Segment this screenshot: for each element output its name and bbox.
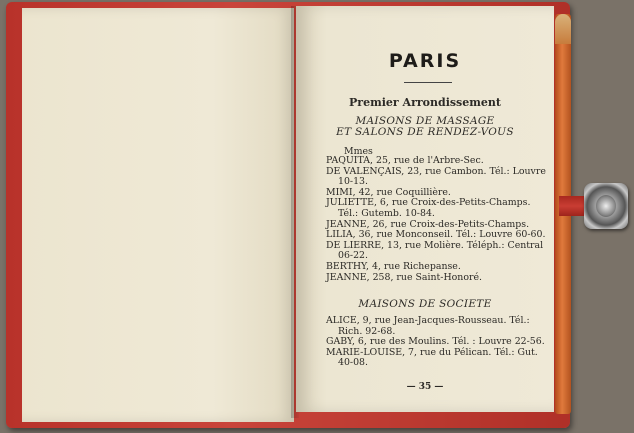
heading-rule	[404, 82, 452, 83]
pencil-end	[555, 14, 571, 44]
list-item: PAQUITA, 25, rue de l'Arbre-Sec.	[326, 155, 484, 166]
section2-list	[326, 316, 548, 369]
page-number: — 35 —	[406, 382, 444, 392]
right-page	[296, 6, 554, 412]
section1-list	[326, 156, 548, 283]
list-item: MIMI, 42, rue Coquillière.	[326, 186, 451, 198]
left-page	[22, 8, 294, 422]
list-item: DE LIERRE, 13, rue Molière. Téléph.: Central 06-22.	[326, 239, 544, 262]
list-item: GABY, 6, rue des Moulins. Tél. : Louvre 22-56.	[326, 336, 545, 348]
section1-prefix: Mmes	[344, 146, 373, 157]
list-item: JEANNE, 26, rue Croix-des-Petits-Champs.	[326, 218, 530, 230]
section2-title: MAISONS DE SOCIETE	[358, 298, 492, 310]
list-item: JEANNE, 258, rue Saint-Honoré.	[326, 271, 482, 283]
list-item: JULIETTE, 6, rue Croix-des-Petits-Champs. Tél.: Gutemb. 10-84.	[326, 197, 531, 219]
list-item: BERTHY, 4, rue Richepanse.	[326, 260, 461, 272]
clasp-button	[596, 195, 616, 217]
list-item: ALICE, 9, rue Jean-Jacques-Rousseau. Tél.: Rich. 92-68.	[326, 315, 530, 337]
arrondissement-heading: Premier Arrondissement	[349, 96, 501, 109]
list-item: LILIA, 36, rue Monconseil. Tél.: Louvre 60-60.	[326, 229, 546, 241]
section1-title-line1: MAISONS DE MASSAGE	[355, 115, 495, 127]
list-item: MARIE-LOUISE, 7, rue du Pélican. Tél.: Gut. 40-08.	[326, 346, 538, 369]
list-item: DE VALENÇAIS, 23, rue Cambon. Tél.: Louvre 10-13.	[326, 165, 546, 188]
city-heading: PARIS	[388, 50, 462, 72]
section1-title-line2: ET SALONS DE RENDEZ-VOUS	[336, 126, 514, 138]
